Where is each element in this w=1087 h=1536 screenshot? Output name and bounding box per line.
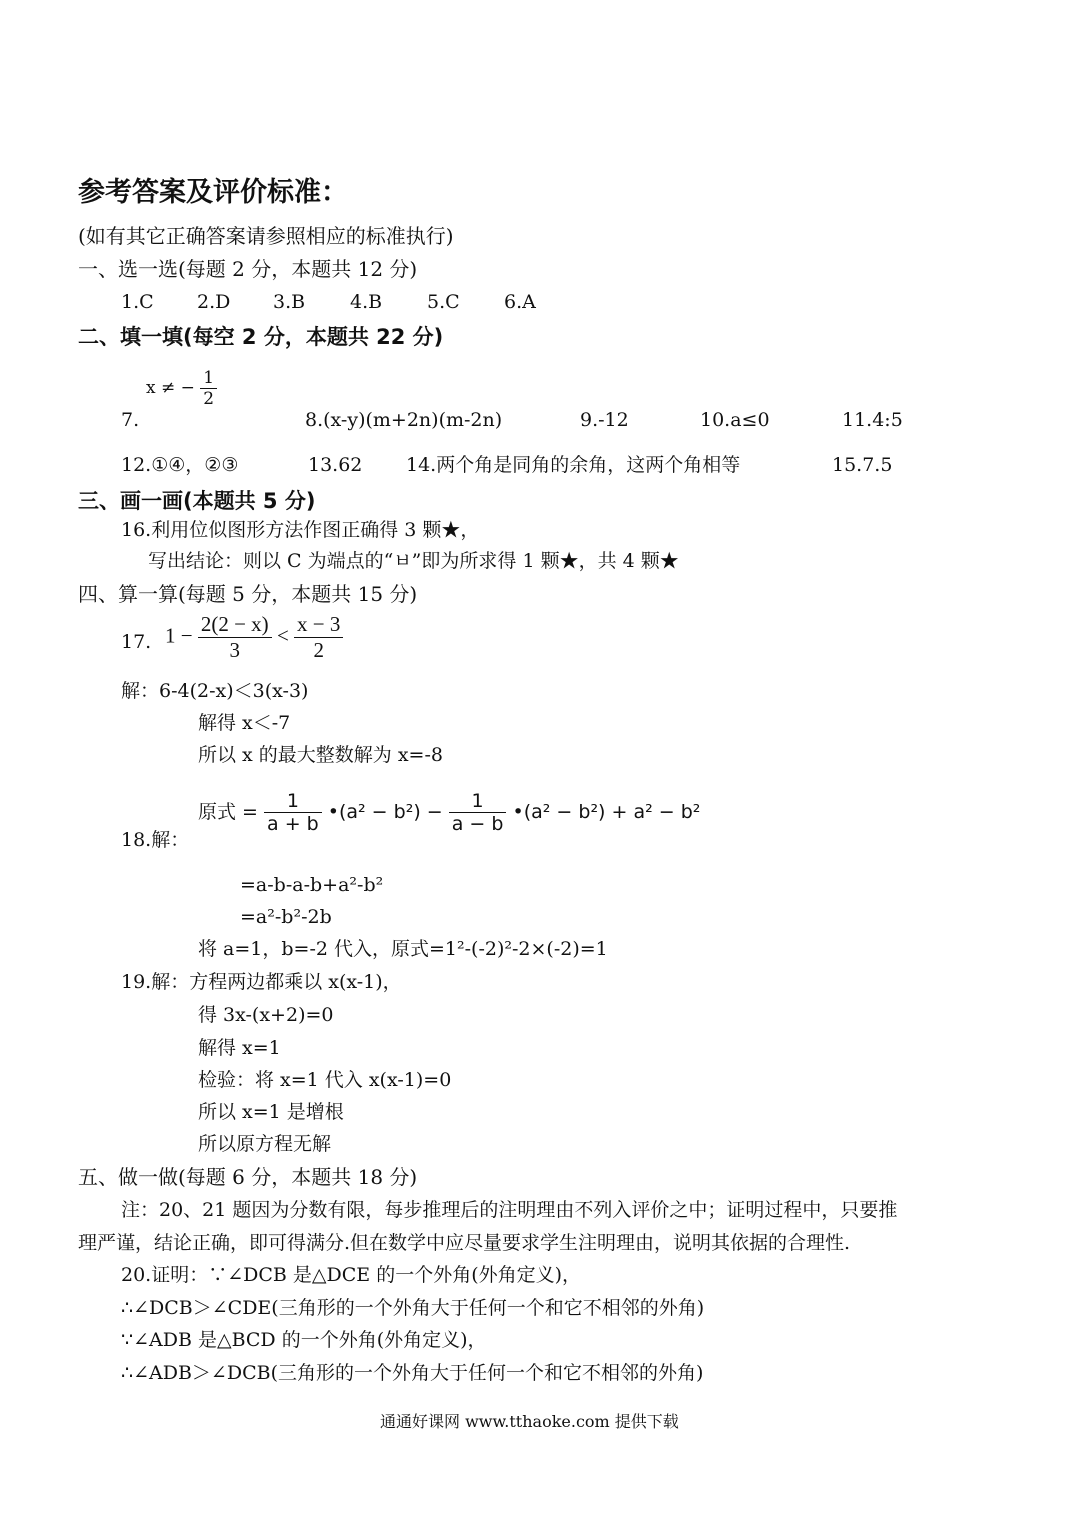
q16-line-1: 16.利用位似图形方法作图正确得 3 颗★， [121,519,480,541]
q17-f2-den: 2 [313,638,324,662]
q8-answer: 8.(x-y)(m+2n)(m-2n) [305,409,503,431]
q19-line-4: 检验：将 x=1 代入 x(x-1)=0 [198,1069,452,1091]
section-1-heading: 一、选一选(每题 2 分，本题共 12 分) [78,257,418,281]
q17-inequality [165,612,343,663]
q17-step-2: 解得 x＜-7 [198,712,291,734]
section-5-heading: 五、做一做(每题 6 分，本题共 18 分) [78,1165,418,1189]
section-3-heading: 三、画一画(本题共 5 分) [78,489,316,513]
q18-f2-num: 1 [449,790,507,813]
answer-4: 4.B [350,291,383,313]
q19-line-6: 所以原方程无解 [198,1133,332,1155]
q20-line-3: ∵∠ADB 是△BCD 的一个外角(外角定义)， [121,1329,487,1351]
q18-f1-den: a + b [267,813,319,835]
q10-answer: 10.a≤0 [700,409,770,431]
q19-line-2: 得 3x-(x+2)=0 [198,1004,334,1026]
intro-note: (如有其它正确答案请参照相应的标准执行) [78,224,454,248]
q17-lhs: 1 − [165,623,193,648]
q17-number: 17. [121,631,152,653]
q18-f1-num: 1 [264,790,322,813]
q12-answer: 12.①④，②③ [121,454,239,476]
q17-f1-num: 2(2 − x) [198,612,272,638]
q18-step-3: 将 a=1，b=-2 代入，原式=1²-(-2)²-2×(-2)=1 [198,938,608,960]
q16-line-2: 写出结论：则以 C 为端点的“ㅂ”即为所求得 1 颗★，共 4 颗★ [148,550,679,572]
sec5-note-line-2: 理严谨，结论正确，即可得满分.但在数学中应尽量要求学生注明理由，说明其依据的合理性. [78,1232,851,1254]
q18-f2-den: a − b [451,813,504,835]
q17-f2-num: x − 3 [294,612,343,638]
q17-f1-den: 3 [229,638,241,662]
answer-3: 3.B [273,291,306,313]
q17-step-1: 解：6-4(2-x)＜3(x-3) [121,680,309,702]
q18-expression [198,790,700,835]
q18-fraction-1 [264,790,322,835]
sec5-note-line-1: 注：20、21 题因为分数有限，每步推理后的注明理由不列入评价之中；证明过程中，只要推 [121,1199,898,1221]
q19-line-1: 19.解：方程两边都乘以 x(x-1)， [121,971,402,993]
q20-line-2: ∴∠DCB＞∠CDE(三角形的一个外角大于任何一个和它不相邻的外角) [121,1297,705,1319]
q17-fraction-2 [294,612,343,663]
q18-step-1: =a-b-a-b+a²-b² [240,874,384,896]
q7-frac-den: 2 [203,389,215,409]
q7-lhs: x ≠ − [146,378,195,398]
footer-text: 通通好课网 www.tthaoke.com 提供下载 [380,1412,679,1431]
q7-fraction [200,368,217,409]
q7-number: 7. [121,409,140,431]
q20-line-1: 20.证明：∵∠DCB 是△DCE 的一个外角(外角定义)， [121,1264,582,1286]
q18-start: 原式 = [198,801,258,823]
page-title: 参考答案及评价标准： [78,177,348,208]
q14-answer: 14.两个角是同角的余角，这两个角相等 [406,454,741,476]
section-4-heading: 四、算一算(每题 5 分，本题共 15 分) [78,582,418,606]
q18-fraction-2 [449,790,507,835]
q15-answer: 15.7.5 [832,454,893,476]
answer-6: 6.A [504,291,536,313]
answer-1: 1.C [121,291,154,313]
q7-frac-num: 1 [200,368,217,389]
q19-line-5: 所以 x=1 是增根 [198,1101,344,1123]
section-2-heading: 二、填一填(每空 2 分，本题共 22 分) [78,325,444,349]
q17-fraction-1 [198,612,272,663]
q17-step-3: 所以 x 的最大整数解为 x=-8 [198,744,443,766]
q13-answer: 13.62 [308,454,363,476]
q7-expression [146,368,217,409]
q18-middle: •(a² − b²) − [327,801,443,823]
q9-answer: 9.-12 [580,409,629,431]
q17-lt: < [276,623,289,648]
q19-line-3: 解得 x=1 [198,1037,281,1059]
q11-answer: 11.4:5 [842,409,903,431]
q18-step-2: =a²-b²-2b [240,906,332,928]
q20-line-4: ∴∠ADB＞∠DCB(三角形的一个外角大于任何一个和它不相邻的外角) [121,1362,704,1384]
answer-2: 2.D [197,291,231,313]
q18-number: 18.解： [121,829,190,851]
q18-end: •(a² − b²) + a² − b² [512,801,701,823]
answer-5: 5.C [427,291,460,313]
